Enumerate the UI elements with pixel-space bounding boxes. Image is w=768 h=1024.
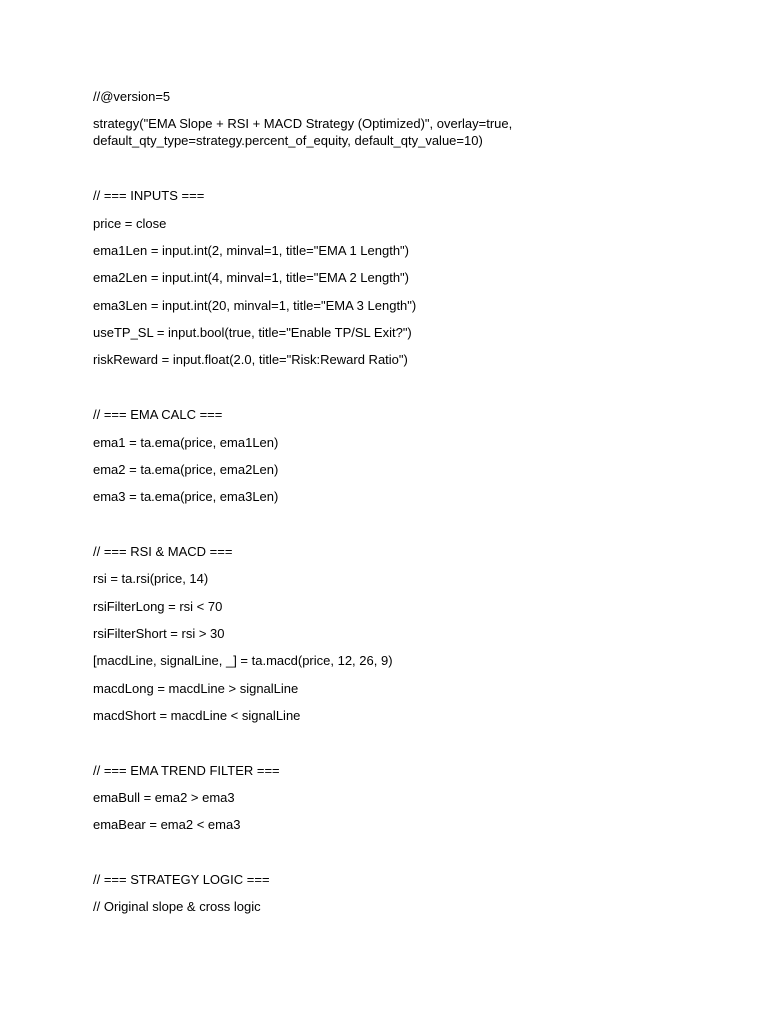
code-line: ema3Len = input.int(20, minval=1, title="EMA 3 Length") [93,298,417,313]
code-line: price = close [93,216,167,231]
comment-strategy-logic: // === STRATEGY LOGIC === [93,872,270,887]
code-line: ema2 = ta.ema(price, ema2Len) [93,462,279,477]
comment-rsi-macd: // === RSI & MACD === [93,544,233,559]
code-line-strategy-decl-cont: default_qty_type=strategy.percent_of_equity, default_qty_value=10) [93,133,483,148]
comment-slope-cross: // Original slope & cross logic [93,899,261,914]
code-line: useTP_SL = input.bool(true, title="Enable TP/SL Exit?") [93,325,412,340]
code-line: emaBull = ema2 > ema3 [93,790,235,805]
comment-inputs: // === INPUTS === [93,188,205,203]
code-line-strategy-decl: strategy("EMA Slope + RSI + MACD Strategy (Optimized)", overlay=true, [93,116,513,131]
code-line: riskReward = input.float(2.0, title="Risk:Reward Ratio") [93,352,408,367]
comment-ema-trend-filter: // === EMA TREND FILTER === [93,763,280,778]
code-line: ema1 = ta.ema(price, ema1Len) [93,435,279,450]
code-line: ema1Len = input.int(2, minval=1, title="EMA 1 Length") [93,243,409,258]
code-line: emaBear = ema2 < ema3 [93,817,241,832]
code-line-version: //@version=5 [93,89,171,104]
code-line: macdShort = macdLine < signalLine [93,708,301,723]
code-line: rsiFilterLong = rsi < 70 [93,599,223,614]
code-line: ema2Len = input.int(4, minval=1, title="EMA 2 Length") [93,270,409,285]
code-line: macdLong = macdLine > signalLine [93,681,299,696]
code-line: ema3 = ta.ema(price, ema3Len) [93,489,279,504]
code-line: rsiFilterShort = rsi > 30 [93,626,225,641]
comment-ema-calc: // === EMA CALC === [93,407,223,422]
code-line: [macdLine, signalLine, _] = ta.macd(price, 12, 26, 9) [93,653,393,668]
code-line: rsi = ta.rsi(price, 14) [93,571,209,586]
